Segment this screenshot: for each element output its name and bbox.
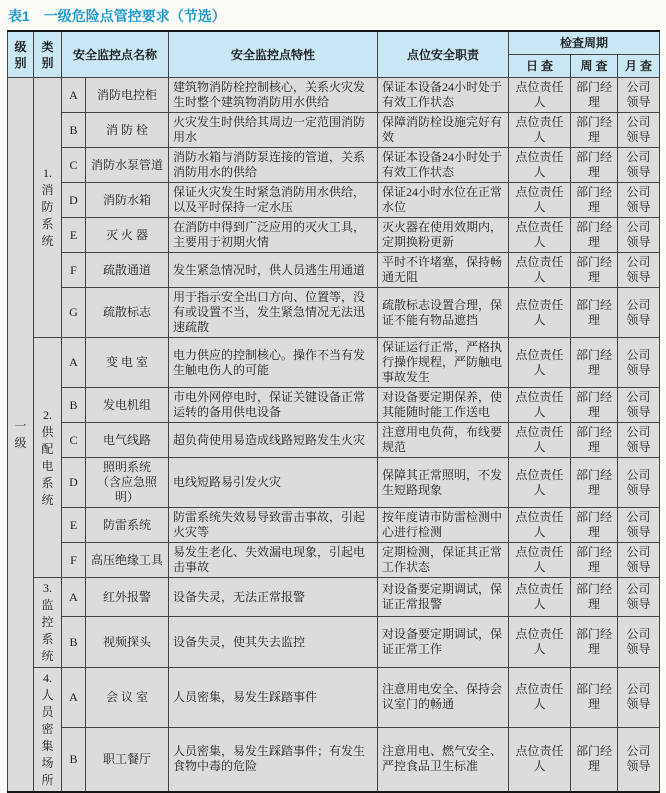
daily-check-cell: 点位责任人 [509,458,571,508]
daily-check-cell: 点位责任人 [509,668,571,728]
table-row [8,508,660,543]
daily-check-cell: 点位责任人 [509,218,571,253]
weekly-check-cell: 部门经理 [571,218,618,253]
point-name-cell: 疏散标志 [86,288,169,338]
table-row [8,338,660,388]
daily-check-cell: 点位责任人 [509,423,571,458]
point-name-cell: 灭 火 器 [86,218,169,253]
level-cell [8,78,34,793]
col-header-weekly-check: 周 查 [571,55,618,78]
table-row [8,218,660,253]
monthly-check-cell: 公司领导 [618,617,660,668]
point-name-cell: 视频探头 [86,617,169,668]
table-row [8,183,660,218]
weekly-check-cell: 部门经理 [571,338,618,388]
table-row [8,578,660,617]
point-name-cell: 会 议 室 [86,668,169,728]
point-duty-cell: 定期检测，保证其正常工作状态 [378,543,509,578]
point-feature-cell: 保证火灾发生时紧急消防用水供给，以及平时保持一定水压 [169,183,378,218]
code-cell: F [62,253,86,288]
weekly-check-cell: 部门经理 [571,253,618,288]
point-duty-cell: 保证24小时水位在正常水位 [378,183,509,218]
point-feature-cell: 火灾发生时供给其周边一定范围消防用水 [169,113,378,148]
weekly-check-cell: 部门经理 [571,543,618,578]
point-feature-cell: 建筑物消防栓控制核心，关系火灾发生时整个建筑物消防用水供给 [169,78,378,113]
daily-check-cell: 点位责任人 [509,543,571,578]
code-cell: B [62,617,86,668]
category-cell [34,668,62,793]
point-duty-cell: 保证运行正常，严格执行操作规程，严防触电事故发生 [378,338,509,388]
point-duty-cell: 灭火器在使用效期内，定期换粉更新 [378,218,509,253]
daily-check-cell: 点位责任人 [509,183,571,218]
table-body [8,78,660,793]
point-feature-cell: 超负荷使用易造成线路短路发生火灾 [169,423,378,458]
weekly-check-cell: 部门经理 [571,183,618,218]
hazard-control-table [7,30,660,793]
table-row [8,253,660,288]
code-cell: A [62,338,86,388]
weekly-check-cell: 部门经理 [571,148,618,183]
col-header-monthly-check: 月 查 [618,55,660,78]
code-cell: A [62,668,86,728]
point-name-cell: 职工餐厅 [86,727,169,792]
daily-check-cell: 点位责任人 [509,338,571,388]
monthly-check-cell: 公司领导 [618,183,660,218]
point-feature-cell: 电力供应的控制核心。操作不当有发生触电伤人的可能 [169,338,378,388]
code-cell: C [62,423,86,458]
point-feature-cell: 易发生老化、失效漏电现象，引起电击事故 [169,543,378,578]
daily-check-cell: 点位责任人 [509,727,571,792]
code-cell: D [62,458,86,508]
point-duty-cell: 注意用电负荷，布线要规范 [378,423,509,458]
monthly-check-cell: 公司领导 [618,113,660,148]
table-caption [8,6,659,26]
point-name-cell: 变 电 室 [86,338,169,388]
monthly-check-cell: 公司领导 [618,508,660,543]
table-row [8,113,660,148]
table-caption-text: 一级危险点管控要求（节选） [43,8,226,24]
code-cell: G [62,288,86,338]
code-cell: F [62,543,86,578]
table-row [8,727,660,792]
col-header-daily-check: 日 查 [509,55,571,78]
point-name-cell: 照明系统 （含应急照明） [86,458,169,508]
table-caption-label: 表1 [8,8,30,24]
point-duty-cell: 注意用电安全、保持会议室门的畅通 [378,668,509,728]
point-duty-cell: 对设备要定期调试，保证正常报警 [378,578,509,617]
weekly-check-cell: 部门经理 [571,508,618,543]
weekly-check-cell: 部门经理 [571,113,618,148]
weekly-check-cell: 部门经理 [571,78,618,113]
col-header-point-duty: 点位安全职责 [378,31,509,78]
monthly-check-cell: 公司领导 [618,338,660,388]
point-duty-cell: 对设备要定期保养，使其能随时能工作送电 [378,388,509,423]
daily-check-cell: 点位责任人 [509,253,571,288]
category-cell-text: 2.供配电系统 [41,407,54,507]
code-cell: A [62,78,86,113]
category-cell-text: 4.人员密集场所 [41,671,54,787]
point-feature-cell: 市电外网停电时，保证关键设备正常运转的备用供电设备 [169,388,378,423]
point-name-cell: 电气线路 [86,423,169,458]
weekly-check-cell: 部门经理 [571,423,618,458]
monthly-check-cell: 公司领导 [618,423,660,458]
point-duty-cell: 对设备要定期调试，保证正常工作 [378,617,509,668]
point-duty-cell: 疏散标志设置合理，保证不能有物品遮挡 [378,288,509,338]
monthly-check-cell: 公司领导 [618,388,660,423]
point-duty-cell: 平时不许堵塞，保持畅通无阻 [378,253,509,288]
table-header-row-1 [8,31,660,55]
code-cell: C [62,148,86,183]
point-name-cell: 发电机组 [86,388,169,423]
daily-check-cell: 点位责任人 [509,78,571,113]
point-duty-cell: 保障其正常照明，不发生短路现象 [378,458,509,508]
point-name-cell: 疏散通道 [86,253,169,288]
code-cell: E [62,508,86,543]
point-name-cell: 消防电控柜 [86,78,169,113]
code-cell: D [62,183,86,218]
weekly-check-cell: 部门经理 [571,617,618,668]
weekly-check-cell: 部门经理 [571,458,618,508]
table-row [8,78,660,113]
point-feature-cell: 设备失灵，无法正常报警 [169,578,378,617]
monthly-check-cell: 公司领导 [618,727,660,792]
point-duty-cell: 注意用电、燃气安全、严控食品卫生标准 [378,727,509,792]
monthly-check-cell: 公司领导 [618,668,660,728]
daily-check-cell: 点位责任人 [509,113,571,148]
table-row [8,423,660,458]
table-row [8,543,660,578]
point-feature-cell: 防雷系统失效易导致雷击事故，引起火灾等 [169,508,378,543]
col-header-category: 类别 [34,31,62,78]
monthly-check-cell: 公司领导 [618,543,660,578]
table-row [8,388,660,423]
daily-check-cell: 点位责任人 [509,617,571,668]
table-row [8,617,660,668]
daily-check-cell: 点位责任人 [509,388,571,423]
monthly-check-cell: 公司领导 [618,578,660,617]
point-name-cell: 消防水箱 [86,183,169,218]
point-duty-cell: 保证本设备24小时处于有效工作状态 [378,78,509,113]
daily-check-cell: 点位责任人 [509,148,571,183]
point-feature-cell: 在消防中得到广泛应用的灭火工具，主要用于初期火情 [169,218,378,253]
point-name-cell: 高压绝缘工具 [86,543,169,578]
table-row [8,288,660,338]
point-feature-cell: 电线短路易引发火灾 [169,458,378,508]
code-cell: A [62,578,86,617]
col-header-point-name: 安全监控点名称 [62,31,169,78]
weekly-check-cell: 部门经理 [571,288,618,338]
daily-check-cell: 点位责任人 [509,578,571,617]
weekly-check-cell: 部门经理 [571,578,618,617]
point-feature-cell: 消防水箱与消防泵连接的管道，关系消防用水的供给 [169,148,378,183]
col-header-check-cycle: 检查周期 [509,31,660,55]
monthly-check-cell: 公司领导 [618,78,660,113]
point-duty-cell: 保障消防栓设施完好有效 [378,113,509,148]
point-duty-cell: 保证本设备24小时处于有效工作状态 [378,148,509,183]
point-feature-cell: 用于指示安全出口方向、位置等，没有或设置不当，发生紧急情况无法迅速疏散 [169,288,378,338]
table-row [8,668,660,728]
code-cell: B [62,727,86,792]
point-feature-cell: 人员密集，易发生踩踏事件 [169,668,378,728]
weekly-check-cell: 部门经理 [571,388,618,423]
monthly-check-cell: 公司领导 [618,218,660,253]
category-cell-text: 3.监控系统 [41,581,54,663]
category-cell [34,578,62,668]
daily-check-cell: 点位责任人 [509,508,571,543]
col-header-level: 级别 [8,31,34,78]
code-cell: B [62,113,86,148]
point-feature-cell: 人员密集，易发生踩踏事件；有发生食物中毒的危险 [169,727,378,792]
point-name-cell: 红外报警 [86,578,169,617]
code-cell: E [62,218,86,253]
monthly-check-cell: 公司领导 [618,148,660,183]
level-cell-text: 一级 [14,418,27,450]
monthly-check-cell: 公司领导 [618,288,660,338]
point-name-cell: 消防水泵管道 [86,148,169,183]
code-cell: B [62,388,86,423]
table-header [8,31,660,78]
col-header-point-feature: 安全监控点特性 [169,31,378,78]
table-row [8,458,660,508]
point-name-cell: 防雷系统 [86,508,169,543]
point-name-cell: 消 防 栓 [86,113,169,148]
monthly-check-cell: 公司领导 [618,458,660,508]
category-cell [34,338,62,578]
point-feature-cell: 设备失灵，使其失去监控 [169,617,378,668]
point-feature-cell: 发生紧急情况时，供人员逃生用通道 [169,253,378,288]
monthly-check-cell: 公司领导 [618,253,660,288]
daily-check-cell: 点位责任人 [509,288,571,338]
weekly-check-cell: 部门经理 [571,727,618,792]
point-duty-cell: 按年度请市防雷检测中心进行检测 [378,508,509,543]
weekly-check-cell: 部门经理 [571,668,618,728]
category-cell-text: 1.消防系统 [41,166,54,248]
category-cell [34,78,62,338]
table-row [8,148,660,183]
